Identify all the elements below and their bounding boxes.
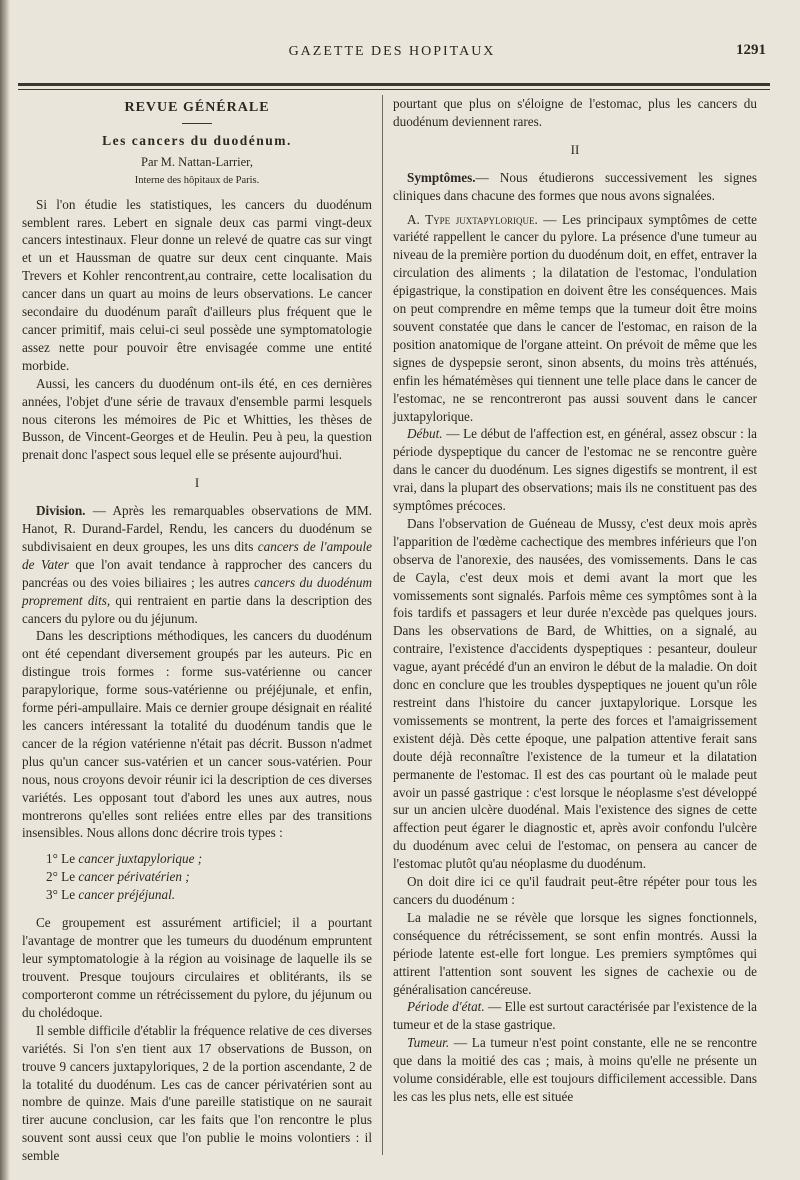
list-text: cancer périvatérien ; (78, 869, 190, 885)
onset-text: — Le début de l'affection est, en général, assez obscur : la période dyspeptique du cancer de l'estomac ne se rencontre guère dans le cancer du duodénum. Les signes digestifs se montrent, il est vrai, dans la plupart des observations; mais ils ne constituent pas des symptômes précoces. (393, 426, 757, 514)
byline: Par M. Nattan-Larrier, (141, 154, 253, 169)
paragraph-type-a (393, 211, 757, 426)
paragraph-tumor (393, 1034, 757, 1106)
list-item (46, 886, 372, 904)
part-number-1: I (194, 475, 200, 491)
paragraph-note: On doit dire ici ce qu'il faudrait peut-être répéter pour tous les cancers du duodénum : (393, 874, 757, 907)
title-rule (182, 123, 212, 124)
paragraph-continuation: pourtant que plus on s'éloigne de l'estomac, plus les cancers du duodénum deviennent rares. (393, 96, 757, 129)
list-text: cancer préjéjunal. (78, 887, 176, 903)
left-column (22, 95, 372, 1165)
symptoms-label: Symptômes. (407, 169, 476, 185)
page-header (18, 44, 766, 66)
paragraph-latent: La maladie ne se révèle que lorsque les signes fonctionnels, conséquence du rétrécissement, se sont enfin montrés. Aussi la période latente est-elle fort longue. Les premiers symptômes qui attirent l'attention sont souvent les signes de cachexie ou de généralisation cancéreuse. (393, 909, 757, 997)
paragraph-grouping: Ce groupement est assurément artificiel; il a pourtant l'avantage de montrer que les tumeurs du duodénum empruntent leur symptomatologie à la région au voisinage de laquelle ils se trouvent. Presque toujours circulaires et oblitérants, ils se comporteront comme un rétrécissement du pylore, du jéjunum ou du cholédoque. (22, 915, 372, 1020)
paragraph-works: Aussi, les cancers du duodénum ont-ils été, en ces dernières années, l'objet d'une série de travaux d'ensemble parmi lesquels nous citerons les mémoires de Pic et Whitties, les thèses de Busson, de Vincent-Georges et de Heulin. Peu à peu, la question prenait donc l'aspect sous lequel elle se présente aujourd'hui. (22, 375, 372, 463)
author-affiliation: Interne des hôpitaux de Paris. (134, 174, 260, 186)
symptoms-text: — Nous étudierons successivement les signes cliniques dans chacune des formes que nous avons signalées. (393, 169, 757, 203)
onset-label: Début. (407, 426, 443, 442)
division-text-c: qui rentraient en partie dans la description des cancers du pylore ou du jéjunum. (22, 592, 372, 626)
list-text: cancer juxtapylorique ; (78, 851, 203, 867)
paragraph-intro: Si l'on étudie les statistiques, les cancers du duodénum semblent rares. Lebert en signale deux cas parmi vingt-deux cancers intestinaux. Fleur donne un relevé de quatre cas sur vingt et un et Haussman de quatre sur deux cent cinquante. Mais Trevers et Kohler rencontrent,au contraire, cette localisation du cancer dans un quart au moins de leurs observations. Le cancer secondaire du duodénum paraît d'ailleurs plus fréquent que le cancer primitif, mais celui-ci seul possède une symptomatologie assez nette pour pouvoir être envisagée comme une entité morbide. (22, 196, 372, 373)
tumor-label: Tumeur. (407, 1035, 450, 1051)
paragraph-frequency: Il semble difficile d'établir la fréquence relative de ces diverses variétés. Si l'on s'en tient aux 17 observations de Busson, on trouve 9 cancers juxtapyloriques, 2 de la portion ascendante, 2 de la totalité du duodénum. Les cas de cancer périvatérien sont au nombre de quinze. Mais d'une pareille statistique on ne saurait tirer aucune conclusion, car les faits que l'on rencontre le plus souvent sont aussi ceux que l'on publie le moins volontiers : il semble (22, 1022, 372, 1164)
column-divider (382, 95, 383, 1155)
binding-spine (0, 0, 10, 1180)
paragraph-symptoms (393, 169, 757, 205)
division-text-b: que l'on avait tendance à rapprocher des cancers du pancréas ou des voies biliaires ; les autres (22, 556, 372, 590)
paragraph-observations: Dans l'observation de Guéneau de Mussy, c'est deux mois après l'apparition de l'œdème cachectique des membres inférieurs que l'on observa de l'anorexie, des nausées, des vomissements. Dans le cas de Cayla, c'est deux mois et demi avant la mort que les vomissements sont signalés. Parfois même ces symptômes sont à la fois tardifs et passagers et leur durée n'excède pas quelques jours. Dans les observations de Bard, de Whitties, on a signalé, au contraire, l'existence d'accidents dyspeptiques : pesanteur, douleur vague, ayant précédé d'un an environ le début de la maladie. On doit donc en conclure que les troubles dyspeptiques ne jouent qu'un rôle restreint dans l'histoire du cancer juxtapylorique. Lorsque les vomissements se montrent, la perte des forces et l'amaigrissement existent déjà. Dès cette époque, une palpation attentive ferait sans doute déjà reconnaître l'existence de la tumeur et la dilatation permanente de l'estomac. Il est des cas pourtant où le malade peut avoir un passé gastrique : c'est lorsque le néoplasme s'est développé sur un ancien ulcère duodénal. Mais l'existence des signes de cette affection peut égarer le diagnostic et, après avoir confondu l'ulcère du duodénum avec celui de l'estomac, on pensera au cancer de l'estomac plutôt qu'au néoplasme du duodénum. (393, 515, 757, 872)
division-term-2: cancers du duodénum proprement dits, (22, 574, 373, 608)
paragraph-state (393, 998, 757, 1034)
list-number: 3° Le (46, 887, 79, 903)
tumor-text: — La tumeur n'est point constante, elle ne se rencontre que dans la moitié des cas ; mais, à moins qu'elle ne présente un volume considérable, elle est toujours difficilement accessible. Dans les cas les plus nets, elle est située (393, 1035, 757, 1104)
type-a-label: A. Type juxtapylorique. (407, 211, 538, 227)
type-a-text: — Les principaux symptômes de cette variété rappellent le cancer du pylore. La présence d'une tumeur au niveau de la première portion du duodénum doit, en effet, entraver la circulation des aliments ; la dilatation de l'estomac, l'ondulation épigastrique, la constipation en doivent être les conséquences. Mais on peut comprendre en même temps que la tumeur doit être moins souvent constatée que dans le cancer de l'estomac, en raison de la position anatomique de l'organe atteint. On prévoit de même que les signes de dyspepsie seront, sinon absents, du moins très atténués, enfin les hématémèses qui tiennent une telle place dans le cancer de l'estomac, ne se rencontreront pas aussi souvent dans le cancer juxtapylorique. (393, 211, 757, 424)
division-label: Division. (36, 503, 86, 519)
article-title: Les cancers du duodénum. (102, 132, 292, 148)
page-number: 1291 (736, 42, 766, 58)
paragraph-onset (393, 425, 757, 515)
paragraph-division (22, 502, 372, 627)
division-term-1: cancers de l'ampoule de Vater (22, 538, 373, 572)
list-item (46, 868, 372, 886)
section-title: REVUE GÉNÉRALE (124, 100, 270, 115)
state-label: Période d'état. (407, 999, 485, 1015)
paragraph-descriptions: Dans les descriptions méthodiques, les cancers du duodénum ont été cependant diversement groupés par les auteurs. Pic en distingue trois formes : forme sus-vatérienne ou cancer parapylorique, forme sous-vatérienne ou préjéjunale, et enfin, forme péri-ampullaire. Mais ce dernier groupe désignait en réalité les cancers intéressant la totalité du duodénum tandis que le cancer de la région vatérienne n'était pas décrit. Busson n'admet plus qu'un cancer sus-vatérien et un cancer sous-vatérien. Pour nous, nous croyons devoir réunir ici la description de ces diverses variétés. Les opposant tout d'abord les unes aux autres, nous montrerons qu'elles sont reliées entre elles par des transitions insensibles. Nous allons donc décrire trois types : (22, 628, 372, 841)
type-list (46, 850, 372, 904)
part-number-2: II (570, 141, 580, 157)
header-rule (18, 83, 770, 90)
running-title: GAZETTE DES HOPITAUX (288, 44, 496, 59)
list-number: 1° Le (46, 851, 79, 867)
right-column (393, 95, 757, 1106)
state-text: — Elle est surtout caractérisée par l'existence de la tumeur et de la stase gastrique. (393, 999, 757, 1033)
division-text-a: — Après les remarquables observations de MM. Hanot, R. Durand-Fardel, Rendu, les cancers du duodénum se subdivisaient en deux groupes, les uns dits (22, 503, 372, 554)
list-number: 2° Le (46, 869, 79, 885)
list-item (46, 850, 372, 868)
